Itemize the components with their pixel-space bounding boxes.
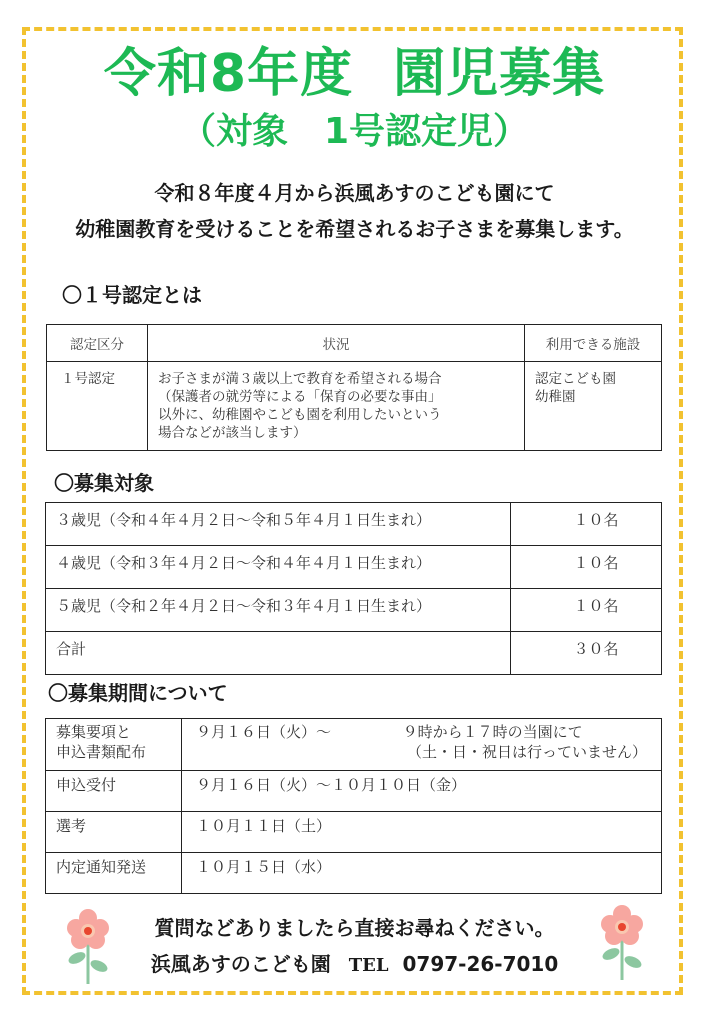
table-row	[46, 546, 662, 589]
header-situation: 状況	[148, 325, 525, 362]
row-label	[46, 719, 182, 771]
table-row	[46, 503, 662, 546]
distribution-note: （土・日・祝日は行っていません）	[406, 743, 647, 761]
row-label: 合計	[46, 632, 511, 675]
header-category: 認定区分	[47, 325, 148, 362]
cell-category: １号認定	[47, 362, 148, 451]
row-value: １０月１１日（土）	[182, 812, 662, 853]
row-label: ４歳児（令和３年４月２日〜令和４年４月１日生まれ）	[46, 546, 511, 589]
header-facilities: 利用できる施設	[525, 325, 662, 362]
row-label: ５歳児（令和２年４月２日〜令和３年４月１日生まれ）	[46, 589, 511, 632]
table-row	[46, 853, 662, 894]
row-label: ３歳児（令和４年４月２日〜令和５年４月１日生まれ）	[46, 503, 511, 546]
row-value: １０月１５日（水）	[182, 853, 662, 894]
row-value	[182, 719, 662, 771]
situation-line: 以外に、幼稚園やこども園を利用したいという	[158, 407, 442, 423]
cell-facilities	[525, 362, 662, 451]
row-count: ３０名	[511, 632, 662, 675]
table-row	[46, 589, 662, 632]
target-table	[45, 502, 662, 675]
situation-line: 場合などが該当します）	[158, 425, 307, 441]
period-table	[45, 718, 662, 894]
tel-label: TEL	[348, 955, 389, 976]
table-row	[46, 632, 662, 675]
flower-icon-right	[594, 904, 650, 982]
row-label: 選考	[46, 812, 182, 853]
facility-line: 幼稚園	[535, 389, 576, 405]
label-line: 申込書類配布	[56, 743, 147, 761]
page-subtitle: （対象 1号認定児）	[179, 111, 530, 152]
distribution-time: ９時から１７時の当園にて	[402, 723, 583, 741]
tel-number: 0797-26-7010	[402, 952, 559, 976]
intro-line-2: 幼稚園教育を受けることを希望されるお子さまを募集します。	[75, 217, 634, 241]
title-recruit: 園児募集	[393, 44, 606, 104]
org-name: 浜風あすのこども園	[150, 952, 331, 976]
distribution-date: ９月１６日（火）〜	[196, 723, 332, 741]
section-heading-certification: 〇１号認定とは	[62, 283, 202, 307]
title-year: 令和8年度	[103, 44, 354, 104]
row-label: 内定通知発送	[46, 853, 182, 894]
row-count: １０名	[511, 503, 662, 546]
section-heading-target: 〇募集対象	[54, 471, 154, 495]
facility-line: 認定こども園	[535, 371, 616, 387]
cell-situation	[148, 362, 525, 451]
contact-question: 質問などありましたら直接お尋ねください。	[154, 916, 555, 940]
table-row	[47, 362, 662, 451]
table-row	[46, 719, 662, 771]
flower-icon-left	[60, 908, 116, 986]
row-label: 申込受付	[46, 771, 182, 812]
page-title	[0, 44, 709, 104]
table-row	[46, 812, 662, 853]
row-count: １０名	[511, 589, 662, 632]
row-count: １０名	[511, 546, 662, 589]
table-row	[46, 771, 662, 812]
section-heading-period: 〇募集期間について	[48, 681, 228, 705]
situation-line: （保護者の就労等による「保育の必要な事由」	[158, 389, 442, 405]
certification-table	[46, 324, 662, 451]
intro-line-1: 令和８年度４月から浜風あすのこども園にて	[154, 181, 555, 205]
situation-line: お子さまが満３歳以上で教育を希望される場合	[158, 371, 442, 387]
row-value: ９月１６日（火）〜１０月１０日（金）	[182, 771, 662, 812]
label-line: 募集要項と	[56, 723, 132, 741]
